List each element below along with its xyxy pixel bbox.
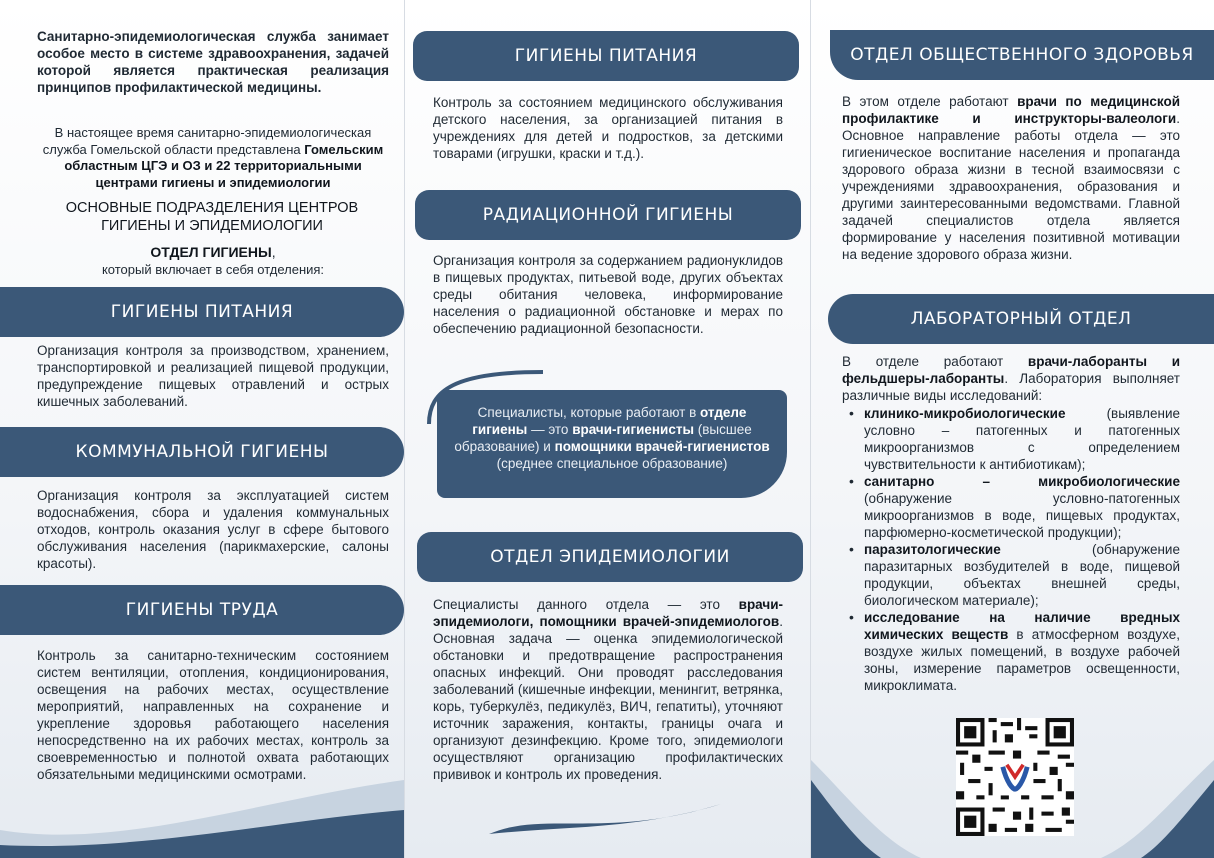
dept-hygiene-includes: который включает в себя отделения:	[101, 262, 325, 277]
radiation-hygiene-header: РАДИАЦИОННОЙ ГИГИЕНЫ	[415, 190, 801, 240]
wave-decoration	[0, 740, 404, 858]
subdivisions-title: ОСНОВНЫЕ ПОДРАЗДЕЛЕНИЯ ЦЕНТРОВ ГИГИЕНЫ И ЭПИДЕМИОЛОГИИ	[65, 200, 359, 234]
epidemiology-text: Специалисты данного отдела — это врачи-эпидемиологи, помощники врачей-эпидемиологов. Основная задача — оценка эпидемиологической обстановки и предотвращение распространения опасных инфекций. Они проводят расследования заболеваний (кишечные инфекции, менингит, ветрянка, корь, туберкулёз, педикулёз, ВИЧ, гепатиты), уточняют источник заражения, контакты, границы очага и организуют дезинфекцию. Кроме того, эпидемиологи осуществляют организацию профилактических прививок и контроль их проведения.	[433, 597, 783, 782]
public-health-header: ОТДЕЛ ОБЩЕСТВЕННОГО ЗДОРОВЬЯ	[830, 30, 1214, 80]
dept-hygiene-heading: ОТДЕЛ ГИГИЕНЫ,	[150, 244, 276, 260]
labor-hygiene-header: ГИГИЕНЫ ТРУДА	[0, 585, 404, 635]
labor-hygiene-text: Контроль за санитарно-техническим состоянием систем вентиляции, отопления, кондиционирования, освещения на рабочих местах, осуществление мероприятий, направленных на сохранение и укрепление здоровья работающего населения непосредственно на их рабочих местах, контроль за своевременностью и полнотой охвата работающих обязательными медицинскими осмотрами.	[37, 648, 389, 782]
qr-code-icon[interactable]	[956, 718, 1074, 836]
intro-text: Санитарно-эпидемиологическая служба занимает особое место в системе здравоохранения, задачей которой является практическая реализация принципов профилактической медицины.	[37, 29, 389, 95]
list-item: • паразитологические (обнаружение паразитарных возбудителей в воде, пищевой продукции, объектах внешней среды, биологическом материале);	[842, 541, 1180, 609]
wave-decoration-2	[485, 800, 725, 840]
laboratory-intro: В отделе работают врачи-лаборанты и фельдшеры-лаборанты. Лаборатория выполняет различные виды исследований:	[842, 354, 1180, 403]
specialists-callout: Специалисты, которые работают в отделе гигиены — это врачи-гигиенисты (высшее образование) и помощники врачей-гигиенистов (среднее специальное образование)	[437, 390, 787, 498]
food-hygiene-text: Организация контроля за производством, хранением, транспортировкой и реализацией пищевой продукции, предупреждение пищевых отравлений и острых кишечных заболеваний.	[37, 343, 389, 409]
list-item: • санитарно – микробиологические (обнаружение условно-патогенных микроорганизмов в воде, пищевых продуктах, парфюмерно-косметической продукции);	[842, 473, 1180, 541]
laboratory-list	[842, 405, 1180, 694]
epidemiology-header: ОТДЕЛ ЭПИДЕМИОЛОГИИ	[417, 532, 803, 582]
list-item: • исследование на наличие вредных химических веществ в атмосферном воздухе, воздухе жилых помещений, в воздухе рабочей зоны, измерение параметров освещенности, микроклимата.	[842, 609, 1180, 694]
panel-left	[0, 0, 404, 858]
food-hygiene-header-2: ГИГИЕНЫ ПИТАНИЯ	[413, 31, 799, 81]
food-hygiene-text-2: Контроль за состоянием медицинского обслуживания детского населения, за организацией питания в учреждениях для детей и подростков, за детскими товарами (игрушки, краски и т.д.).	[433, 95, 783, 161]
present-text: В настоящее время санитарно-эпидемиологическая служба Гомельской области представлена Гомельским областным ЦГЭ и ОЗ и 22 территориальными центрами гигиены и эпидемиологии	[42, 125, 384, 190]
communal-hygiene-header: КОММУНАЛЬНОЙ ГИГИЕНЫ	[0, 427, 404, 477]
communal-hygiene-text: Организация контроля за эксплуатацией систем водоснабжения, сбора и удаления коммунальных отходов, контроль оказания услуг в сфере бытового обслуживания населения (парикмахерские, салоны красоты).	[37, 488, 389, 571]
list-item: • клинико-микробиологические (выявление условно – патогенных и патогенных микроорганизмов с определением чувствительности к антибиотикам);	[842, 405, 1180, 473]
laboratory-header: ЛАБОРАТОРНЫЙ ОТДЕЛ	[828, 294, 1214, 344]
radiation-hygiene-text: Организация контроля за содержанием радионуклидов в пищевых продуктах, питьевой воде, других объектах среды обитания человека, информирование населения о радиационной обстановке и мерах по обеспечению радиационной безопасности.	[433, 253, 783, 336]
public-health-text: В этом отделе работают врачи по медицинской профилактике и инструкторы-валеологи. Основное направление работы отдела — это гигиеническое воспитание населения и пропаганда здорового образа жизни в тесной взаимосвязи с учреждениями здравоохранения, образования и другими заинтересованными ведомствами. Главной задачей специалистов отдела является формирование у населения позитивной мотивации на ведение здорового образа жизни.	[842, 94, 1180, 262]
food-hygiene-header: ГИГИЕНЫ ПИТАНИЯ	[0, 287, 404, 337]
